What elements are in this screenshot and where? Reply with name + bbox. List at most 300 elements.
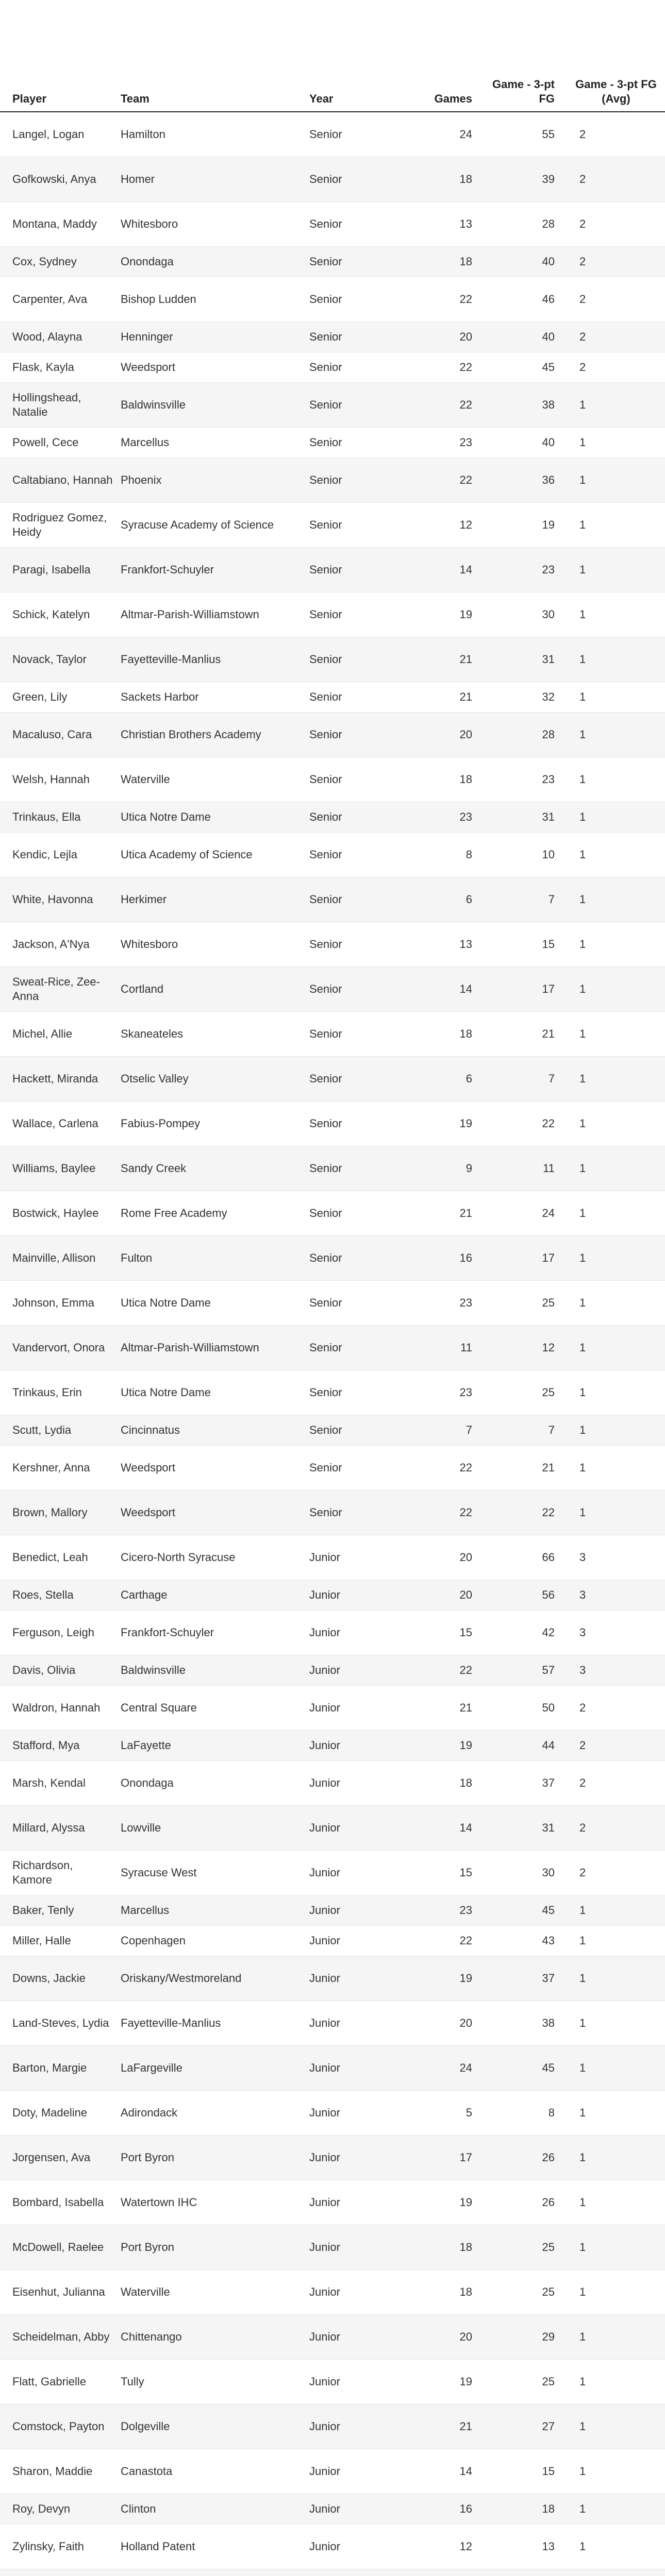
- cell-3pt-fg: 43: [485, 1926, 567, 1956]
- table-row: [0, 2569, 665, 2576]
- cell-team: Carthage: [121, 1580, 309, 1611]
- cell-team: Waterville: [121, 2270, 309, 2315]
- cell-team: Utica Academy of Science: [121, 833, 309, 877]
- cell-games: 18: [402, 157, 485, 202]
- cell-3pt-fg-avg: 3: [567, 1535, 665, 1580]
- cell-year: Senior: [309, 1236, 402, 1281]
- cell-team: Utica Notre Dame: [121, 1370, 309, 1415]
- cell-team: Marcellus: [121, 1895, 309, 1926]
- cell-3pt-fg: 13: [485, 2524, 567, 2569]
- cell-player: Michel, Allie: [0, 1012, 121, 1057]
- cell-team: Watertown IHC: [121, 2180, 309, 2225]
- cell-year: Junior: [309, 1580, 402, 1611]
- cell-year: Junior: [309, 2360, 402, 2404]
- cell-3pt-fg: 21: [485, 1446, 567, 1490]
- cell-year: Senior: [309, 967, 402, 1012]
- cell-3pt-fg-avg: 1: [567, 2404, 665, 2449]
- table-row: [0, 2524, 665, 2569]
- table-row: [0, 2225, 665, 2270]
- table-row: [0, 1326, 665, 1370]
- cell-3pt-fg: 40: [485, 428, 567, 458]
- cell-team: Lowville: [121, 1806, 309, 1851]
- cell-player: Richardson, Kamore: [0, 1851, 121, 1895]
- cell-player: Flatt, Gabrielle: [0, 2360, 121, 2404]
- cell-3pt-fg-avg: 1: [567, 713, 665, 757]
- cell-3pt-fg-avg: 2: [567, 112, 665, 157]
- table-row: [0, 1580, 665, 1611]
- cell-games: 15: [402, 1611, 485, 1655]
- cell-games: 22: [402, 1490, 485, 1535]
- cell-games: 20: [402, 713, 485, 757]
- cell-year: Senior: [309, 202, 402, 247]
- cell-3pt-fg: 7: [485, 877, 567, 922]
- cell-year: Senior: [309, 637, 402, 682]
- cell-games: 20: [402, 2001, 485, 2046]
- cell-3pt-fg-avg: 2: [567, 277, 665, 322]
- cell-year: Junior: [309, 1761, 402, 1806]
- cell-3pt-fg-avg: 2: [567, 1686, 665, 1731]
- cell-team: Utica Notre Dame: [121, 802, 309, 833]
- cell-year: Junior: [309, 2404, 402, 2449]
- cell-year: Senior: [309, 1191, 402, 1236]
- cell-games: 19: [402, 592, 485, 637]
- cell-games: 22: [402, 1446, 485, 1490]
- cell-games: 19: [402, 1101, 485, 1146]
- cell-3pt-fg-avg: 1: [567, 2315, 665, 2360]
- cell-player: Kershner, Anna: [0, 1446, 121, 1490]
- cell-team: [121, 2569, 309, 2576]
- cell-games: 14: [402, 2449, 485, 2494]
- cell-3pt-fg-avg: 1: [567, 2449, 665, 2494]
- cell-3pt-fg-avg: 1: [567, 967, 665, 1012]
- cell-year: Senior: [309, 1490, 402, 1535]
- cell-team: Fabius-Pompey: [121, 1101, 309, 1146]
- cell-3pt-fg: 7: [485, 1415, 567, 1446]
- cell-player: White, Havonna: [0, 877, 121, 922]
- cell-3pt-fg: 31: [485, 802, 567, 833]
- table-row: [0, 682, 665, 713]
- cell-3pt-fg-avg: 1: [567, 1446, 665, 1490]
- cell-3pt-fg: 50: [485, 1686, 567, 1731]
- cell-3pt-fg: 18: [485, 2494, 567, 2524]
- cell-player: Johnson, Emma: [0, 1281, 121, 1326]
- cell-year: Senior: [309, 548, 402, 592]
- cell-3pt-fg-avg: 1: [567, 1101, 665, 1146]
- cell-player: Benedict, Leah: [0, 1535, 121, 1580]
- cell-games: 6: [402, 877, 485, 922]
- column-header-player[interactable]: Player: [0, 0, 121, 112]
- cell-team: Chittenango: [121, 2315, 309, 2360]
- cell-3pt-fg: 45: [485, 352, 567, 383]
- cell-year: Junior: [309, 1956, 402, 2001]
- cell-games: 23: [402, 1895, 485, 1926]
- cell-games: 21: [402, 1191, 485, 1236]
- table-row: [0, 1895, 665, 1926]
- cell-3pt-fg-avg: 1: [567, 1926, 665, 1956]
- cell-3pt-fg: 30: [485, 1851, 567, 1895]
- table-row: [0, 1926, 665, 1956]
- cell-team: Weedsport: [121, 1446, 309, 1490]
- cell-team: Whitesboro: [121, 922, 309, 967]
- cell-3pt-fg: 37: [485, 1956, 567, 2001]
- cell-year: Senior: [309, 322, 402, 352]
- cell-3pt-fg: 46: [485, 277, 567, 322]
- cell-3pt-fg-avg: 2: [567, 157, 665, 202]
- cell-3pt-fg: 37: [485, 1761, 567, 1806]
- cell-player: Eisenhut, Julianna: [0, 2270, 121, 2315]
- table-row: [0, 1146, 665, 1191]
- table-row: [0, 592, 665, 637]
- cell-games: 22: [402, 1926, 485, 1956]
- cell-team: Canastota: [121, 2449, 309, 2494]
- cell-year: Senior: [309, 1326, 402, 1370]
- cell-player: Green, Lily: [0, 682, 121, 713]
- cell-year: Junior: [309, 1851, 402, 1895]
- table-row: [0, 967, 665, 1012]
- cell-team: Fulton: [121, 1236, 309, 1281]
- cell-3pt-fg: 56: [485, 1580, 567, 1611]
- cell-3pt-fg-avg: 1: [567, 2180, 665, 2225]
- cell-player: Downs, Jackie: [0, 1956, 121, 2001]
- cell-team: Altmar-Parish-Williamstown: [121, 1326, 309, 1370]
- cell-3pt-fg-avg: 1: [567, 1281, 665, 1326]
- cell-3pt-fg: 22: [485, 1101, 567, 1146]
- cell-team: LaFargeville: [121, 2046, 309, 2091]
- cell-player: Jackson, A'Nya: [0, 922, 121, 967]
- cell-3pt-fg-avg: 1: [567, 1326, 665, 1370]
- cell-games: 22: [402, 458, 485, 503]
- cell-year: Junior: [309, 2091, 402, 2136]
- cell-3pt-fg: 26: [485, 2180, 567, 2225]
- cell-3pt-fg: 17: [485, 967, 567, 1012]
- cell-games: 22: [402, 383, 485, 428]
- cell-year: Junior: [309, 1655, 402, 1686]
- cell-team: Oriskany/Westmoreland: [121, 1956, 309, 2001]
- cell-games: 13: [402, 202, 485, 247]
- cell-player: Marsh, Kendal: [0, 1761, 121, 1806]
- cell-3pt-fg-avg: 1: [567, 1146, 665, 1191]
- cell-player: Barton, Margie: [0, 2046, 121, 2091]
- cell-year: Junior: [309, 2494, 402, 2524]
- cell-team: Onondaga: [121, 247, 309, 277]
- cell-3pt-fg-avg: 2: [567, 1761, 665, 1806]
- cell-player: Rodriguez Gomez, Heidy: [0, 503, 121, 548]
- table-row: [0, 352, 665, 383]
- cell-3pt-fg-avg: 3: [567, 1655, 665, 1686]
- cell-3pt-fg-avg: 1: [567, 1057, 665, 1101]
- column-header-year[interactable]: Year: [309, 0, 402, 112]
- cell-3pt-fg: 44: [485, 1731, 567, 1761]
- cell-3pt-fg: 15: [485, 922, 567, 967]
- cell-games: 22: [402, 277, 485, 322]
- cell-team: Bishop Ludden: [121, 277, 309, 322]
- cell-3pt-fg-avg: 1: [567, 548, 665, 592]
- cell-year: Junior: [309, 1686, 402, 1731]
- cell-games: 14: [402, 1806, 485, 1851]
- cell-year: Senior: [309, 1101, 402, 1146]
- table-row: [0, 1956, 665, 2001]
- cell-3pt-fg-avg: 1: [567, 802, 665, 833]
- cell-3pt-fg: 25: [485, 2225, 567, 2270]
- table-row: [0, 157, 665, 202]
- cell-year: Senior: [309, 1415, 402, 1446]
- cell-3pt-fg-avg: 1: [567, 383, 665, 428]
- cell-year: Senior: [309, 352, 402, 383]
- cell-year: Senior: [309, 1446, 402, 1490]
- cell-team: Altmar-Parish-Williamstown: [121, 592, 309, 637]
- cell-3pt-fg: 25: [485, 1281, 567, 1326]
- cell-player: Scutt, Lydia: [0, 1415, 121, 1446]
- table-row: [0, 833, 665, 877]
- cell-team: Copenhagen: [121, 1926, 309, 1956]
- column-header-3pt-fg[interactable]: Game - 3-pt FG: [485, 0, 567, 112]
- cell-year: Senior: [309, 458, 402, 503]
- cell-player: Stafford, Mya: [0, 1731, 121, 1761]
- cell-player: Trinkaus, Erin: [0, 1370, 121, 1415]
- cell-3pt-fg: 28: [485, 202, 567, 247]
- cell-player: Comstock, Payton: [0, 2404, 121, 2449]
- cell-3pt-fg: 27: [485, 2404, 567, 2449]
- table-row: [0, 1535, 665, 1580]
- cell-3pt-fg: 7: [485, 1057, 567, 1101]
- cell-player: Roy, Devyn: [0, 2494, 121, 2524]
- cell-3pt-fg-avg: 1: [567, 2225, 665, 2270]
- cell-player: Gofkowski, Anya: [0, 157, 121, 202]
- cell-3pt-fg: 31: [485, 637, 567, 682]
- cell-team: Cincinnatus: [121, 1415, 309, 1446]
- table-row: [0, 2180, 665, 2225]
- cell-player: Wood, Alayna: [0, 322, 121, 352]
- cell-3pt-fg: 38: [485, 383, 567, 428]
- cell-player: Kendic, Lejla: [0, 833, 121, 877]
- cell-team: Baldwinsville: [121, 1655, 309, 1686]
- cell-3pt-fg-avg: 3: [567, 1611, 665, 1655]
- cell-year: Junior: [309, 2449, 402, 2494]
- cell-year: Senior: [309, 112, 402, 157]
- cell-year: Junior: [309, 1926, 402, 1956]
- cell-games: 20: [402, 1580, 485, 1611]
- cell-3pt-fg: 25: [485, 1370, 567, 1415]
- cell-player: Williams, Baylee: [0, 1146, 121, 1191]
- cell-3pt-fg-avg: 1: [567, 682, 665, 713]
- cell-team: Syracuse Academy of Science: [121, 503, 309, 548]
- cell-team: Frankfort-Schuyler: [121, 1611, 309, 1655]
- cell-player: Hollingshead, Natalie: [0, 383, 121, 428]
- cell-3pt-fg-avg: 1: [567, 1191, 665, 1236]
- cell-year: Senior: [309, 277, 402, 322]
- cell-3pt-fg-avg: 1: [567, 1956, 665, 2001]
- cell-year: Junior: [309, 1895, 402, 1926]
- cell-player: Trinkaus, Ella: [0, 802, 121, 833]
- cell-3pt-fg-avg: 2: [567, 352, 665, 383]
- cell-team: Frankfort-Schuyler: [121, 548, 309, 592]
- cell-player: Jorgensen, Ava: [0, 2136, 121, 2180]
- cell-year: Junior: [309, 2524, 402, 2569]
- cell-year: Senior: [309, 713, 402, 757]
- cell-3pt-fg-avg: 1: [567, 833, 665, 877]
- table-row: [0, 1057, 665, 1101]
- cell-3pt-fg: 25: [485, 2360, 567, 2404]
- cell-3pt-fg-avg: 1: [567, 2270, 665, 2315]
- cell-3pt-fg-avg: 1: [567, 2046, 665, 2091]
- table-row: [0, 1851, 665, 1895]
- cell-3pt-fg-avg: 1: [567, 757, 665, 802]
- table-row: [0, 548, 665, 592]
- cell-player: Waldron, Hannah: [0, 1686, 121, 1731]
- cell-year: Junior: [309, 2225, 402, 2270]
- cell-games: 23: [402, 1370, 485, 1415]
- cell-year: Senior: [309, 1146, 402, 1191]
- cell-team: Sackets Harbor: [121, 682, 309, 713]
- table-row: [0, 637, 665, 682]
- table-row: [0, 2360, 665, 2404]
- cell-team: Marcellus: [121, 428, 309, 458]
- cell-team: Syracuse West: [121, 1851, 309, 1895]
- cell-3pt-fg-avg: 1: [567, 503, 665, 548]
- cell-3pt-fg-avg: 2: [567, 1806, 665, 1851]
- cell-team: Fayetteville-Manlius: [121, 637, 309, 682]
- cell-player: Mainville, Allison: [0, 1236, 121, 1281]
- cell-team: Homer: [121, 157, 309, 202]
- cell-3pt-fg: 57: [485, 1655, 567, 1686]
- table-body: [0, 112, 665, 2576]
- cell-3pt-fg-avg: 1: [567, 2494, 665, 2524]
- cell-year: Senior: [309, 922, 402, 967]
- cell-team: Fayetteville-Manlius: [121, 2001, 309, 2046]
- table-row: [0, 1012, 665, 1057]
- table-row: [0, 877, 665, 922]
- cell-player: Doty, Madeline: [0, 2091, 121, 2136]
- cell-team: Dolgeville: [121, 2404, 309, 2449]
- cell-games: 14: [402, 548, 485, 592]
- cell-player: Flask, Kayla: [0, 352, 121, 383]
- cell-3pt-fg-avg: 1: [567, 2524, 665, 2569]
- cell-games: 11: [402, 1326, 485, 1370]
- cell-3pt-fg-avg: 2: [567, 202, 665, 247]
- cell-team: Adirondack: [121, 2091, 309, 2136]
- cell-games: 24: [402, 112, 485, 157]
- table-row: [0, 1655, 665, 1686]
- cell-player: Millard, Alyssa: [0, 1806, 121, 1851]
- table-row: [0, 1731, 665, 1761]
- table-row: [0, 247, 665, 277]
- cell-team: Skaneateles: [121, 1012, 309, 1057]
- cell-3pt-fg: 21: [485, 1012, 567, 1057]
- cell-year: Junior: [309, 2001, 402, 2046]
- cell-games: 21: [402, 682, 485, 713]
- cell-team: Port Byron: [121, 2225, 309, 2270]
- cell-3pt-fg: 26: [485, 2136, 567, 2180]
- cell-games: 22: [402, 1655, 485, 1686]
- cell-year: Junior: [309, 1535, 402, 1580]
- cell-3pt-fg: 24: [485, 1191, 567, 1236]
- cell-team: Rome Free Academy: [121, 1191, 309, 1236]
- cell-year: Junior: [309, 2046, 402, 2091]
- cell-3pt-fg-avg: 1: [567, 637, 665, 682]
- cell-3pt-fg: 29: [485, 2315, 567, 2360]
- cell-3pt-fg: 32: [485, 682, 567, 713]
- column-header-3pt-fg-avg[interactable]: Game - 3-pt FG (Avg): [567, 0, 665, 112]
- cell-games: 18: [402, 1761, 485, 1806]
- column-header-games[interactable]: Games: [402, 0, 485, 112]
- cell-team: Cicero-North Syracuse: [121, 1535, 309, 1580]
- cell-3pt-fg-avg: 1: [567, 922, 665, 967]
- cell-3pt-fg: 25: [485, 2270, 567, 2315]
- cell-team: Holland Patent: [121, 2524, 309, 2569]
- table-row: [0, 2449, 665, 2494]
- cell-player: Davis, Olivia: [0, 1655, 121, 1686]
- table-row: [0, 1490, 665, 1535]
- cell-player: Brown, Mallory: [0, 1490, 121, 1535]
- cell-player: Hackett, Miranda: [0, 1057, 121, 1101]
- cell-games: 18: [402, 757, 485, 802]
- cell-year: Senior: [309, 503, 402, 548]
- cell-team: Utica Notre Dame: [121, 1281, 309, 1326]
- cell-year: Senior: [309, 247, 402, 277]
- column-header-team[interactable]: Team: [121, 0, 309, 112]
- cell-games: 22: [402, 352, 485, 383]
- cell-player: Langel, Logan: [0, 112, 121, 157]
- cell-3pt-fg-avg: [567, 2569, 665, 2576]
- cell-team: Whitesboro: [121, 202, 309, 247]
- table-row: [0, 1370, 665, 1415]
- cell-games: 21: [402, 637, 485, 682]
- cell-team: Hamilton: [121, 112, 309, 157]
- table-row: [0, 757, 665, 802]
- table-row: [0, 2091, 665, 2136]
- cell-games: 12: [402, 2524, 485, 2569]
- table-row: [0, 202, 665, 247]
- cell-3pt-fg-avg: 3: [567, 1580, 665, 1611]
- cell-year: Senior: [309, 833, 402, 877]
- table-row: [0, 1281, 665, 1326]
- cell-3pt-fg-avg: 1: [567, 1490, 665, 1535]
- table-row: [0, 2136, 665, 2180]
- table-row: [0, 713, 665, 757]
- cell-year: Senior: [309, 1012, 402, 1057]
- table-row: [0, 2001, 665, 2046]
- table-row: [0, 1101, 665, 1146]
- cell-player: Bostwick, Haylee: [0, 1191, 121, 1236]
- table-row: [0, 322, 665, 352]
- cell-games: 18: [402, 1012, 485, 1057]
- cell-year: Senior: [309, 1281, 402, 1326]
- cell-games: 21: [402, 2404, 485, 2449]
- cell-games: 23: [402, 1281, 485, 1326]
- cell-3pt-fg: 17: [485, 1236, 567, 1281]
- cell-year: Senior: [309, 592, 402, 637]
- cell-year: Senior: [309, 682, 402, 713]
- table-row: [0, 1611, 665, 1655]
- table-row: [0, 428, 665, 458]
- cell-3pt-fg: 11: [485, 1146, 567, 1191]
- cell-games: 17: [402, 2136, 485, 2180]
- cell-games: 12: [402, 503, 485, 548]
- cell-team: Sandy Creek: [121, 1146, 309, 1191]
- cell-3pt-fg: 40: [485, 322, 567, 352]
- cell-games: 16: [402, 2494, 485, 2524]
- table-row: [0, 277, 665, 322]
- cell-team: Clinton: [121, 2494, 309, 2524]
- table-row: [0, 2315, 665, 2360]
- cell-3pt-fg: 10: [485, 833, 567, 877]
- cell-year: Senior: [309, 383, 402, 428]
- cell-3pt-fg-avg: 1: [567, 428, 665, 458]
- cell-games: 18: [402, 247, 485, 277]
- cell-3pt-fg: 23: [485, 757, 567, 802]
- table-row: [0, 1415, 665, 1446]
- cell-3pt-fg: 36: [485, 458, 567, 503]
